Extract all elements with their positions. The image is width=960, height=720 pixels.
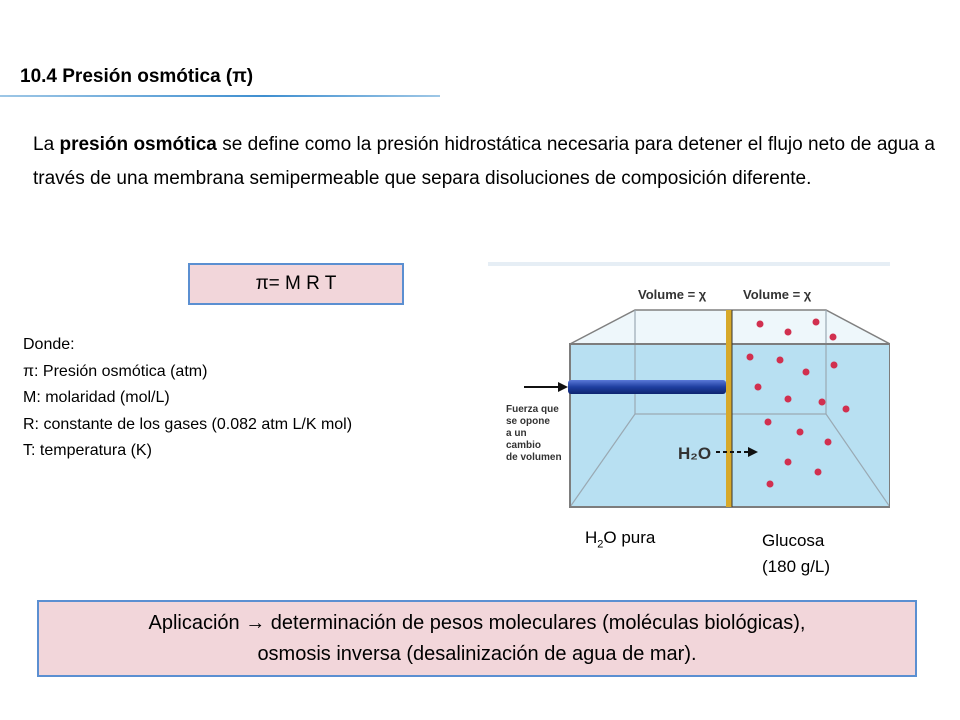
volume-left-label: Volume = χ	[638, 287, 707, 302]
definition-item: π: Presión osmótica (atm)	[23, 362, 208, 380]
solute-particle	[819, 399, 826, 406]
solute-particle	[767, 481, 774, 488]
solute-particle	[755, 384, 762, 391]
section-title: 10.4 Presión osmótica (π)	[20, 66, 254, 87]
glucose-label-line2: (180 g/L)	[762, 557, 831, 576]
application-line2: osmosis inversa (desalinización de agua de mar).	[257, 642, 697, 665]
piston	[568, 380, 726, 394]
solute-particle	[785, 396, 792, 403]
pure-water-label-sub: 2	[597, 538, 604, 551]
pure-water-label-h: H	[585, 528, 598, 547]
force-caption-line: se opone	[506, 416, 550, 427]
membrane	[726, 310, 732, 507]
force-caption-line: Fuerza que	[506, 404, 559, 415]
force-caption	[506, 404, 562, 463]
definitions-heading: Donde:	[23, 336, 75, 353]
solute-particle	[785, 459, 792, 466]
solute-particle	[815, 469, 822, 476]
force-arrow-head	[558, 382, 568, 392]
intro-term: presión osmótica	[59, 134, 217, 155]
solute-particle	[803, 369, 810, 376]
solute-particle	[747, 354, 754, 361]
glucose-label-line1: Glucosa	[762, 531, 825, 550]
pure-water-label-rest: O pura	[603, 528, 656, 547]
osmosis-diagram-svg	[488, 262, 890, 522]
solute-particle	[831, 362, 838, 369]
solute-particle	[843, 406, 850, 413]
intro-rest: se define como la presión hidrostática necesaria para detener el flujo neto de agua a través de una membrana semipermeable que separa disoluciones de composición diferente.	[33, 134, 935, 189]
solute-particle	[765, 419, 772, 426]
force-caption-line: de volumen	[506, 452, 562, 463]
intro-prefix: La	[33, 134, 60, 155]
definition-item: R: constante de los gases (0.082 atm L/K mol)	[23, 415, 353, 433]
application-line1: Aplicación → determinación de pesos moleculares (moléculas biológicas),	[148, 611, 806, 634]
solute-particle	[785, 329, 792, 336]
solute-particle	[757, 321, 764, 328]
definition-item: T: temperatura (K)	[23, 442, 152, 459]
diagram-top-rule	[488, 262, 890, 266]
title-underline	[0, 95, 440, 97]
solute-particle	[797, 429, 804, 436]
pure-water-label	[585, 528, 655, 550]
volume-right-label: Volume = χ	[743, 287, 812, 302]
force-caption-line: cambio	[506, 440, 542, 451]
solute-particle	[777, 357, 784, 364]
definition-item: M: molaridad (mol/L)	[23, 389, 170, 406]
osmosis-diagram	[488, 262, 890, 522]
water-flow-label: H₂O	[678, 444, 712, 463]
solute-particle	[825, 439, 832, 446]
formula-box: π= M R T	[188, 263, 404, 305]
intro-paragraph	[33, 128, 935, 196]
glucose-label	[762, 528, 830, 580]
definitions-list	[23, 332, 352, 465]
force-caption-line: a un	[506, 428, 527, 439]
solute-particle	[813, 319, 820, 326]
application-box	[37, 600, 917, 677]
solute-particle	[830, 334, 837, 341]
